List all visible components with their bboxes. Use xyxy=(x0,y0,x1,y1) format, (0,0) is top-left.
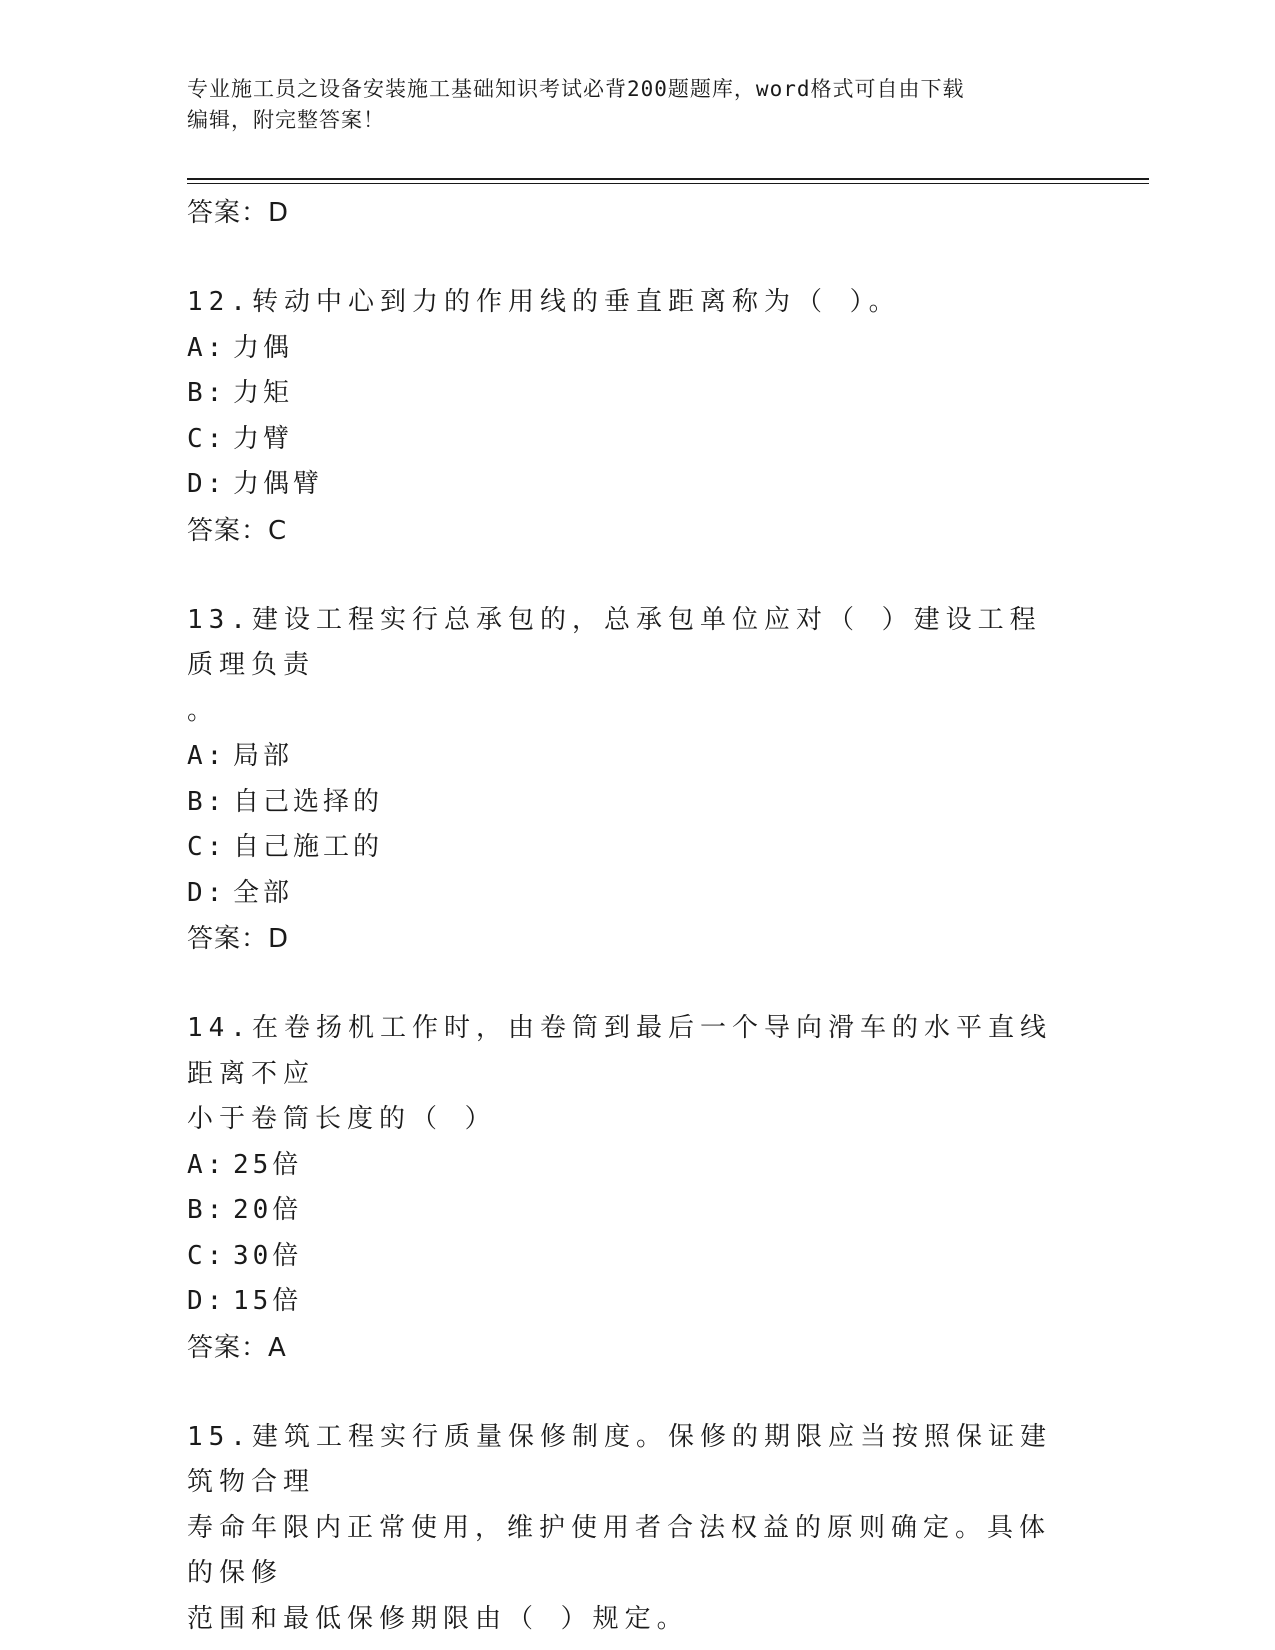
option-letter: C: xyxy=(187,1240,227,1271)
option-letter: D: xyxy=(187,877,227,908)
option-c xyxy=(187,417,1087,463)
question-line: 寿命年限内正常使用，维护使用者合法权益的原则确定。具体的保修 xyxy=(187,1512,1052,1588)
option-text: 局部 xyxy=(233,741,294,771)
option-text: 自己选择的 xyxy=(233,786,384,817)
question-block xyxy=(187,1415,1087,1643)
question-line: 13.建设工程实行总承包的，总承包单位应对（ ）建设工程质理负责 xyxy=(187,604,1042,680)
option-a xyxy=(187,1143,1087,1189)
option-a xyxy=(187,734,1087,780)
option-text: 自己施工的 xyxy=(233,832,384,862)
option-letter: A: xyxy=(187,741,227,771)
question-text xyxy=(187,1415,1067,1643)
option-d xyxy=(187,1279,1087,1325)
question-block xyxy=(187,598,1087,963)
option-text: 30倍 xyxy=(233,1240,303,1271)
question-block xyxy=(187,280,1087,554)
document-body xyxy=(187,190,1087,1642)
option-b xyxy=(187,371,1087,417)
option-text: 20倍 xyxy=(233,1195,303,1225)
option-c xyxy=(187,1234,1087,1280)
option-b xyxy=(187,1188,1087,1234)
option-text: 25倍 xyxy=(233,1149,303,1180)
question-line: 12.转动中心到力的作用线的垂直距离称为（ ）。 xyxy=(187,287,901,317)
option-text: 全部 xyxy=(233,877,294,908)
option-letter: A: xyxy=(187,332,227,363)
option-text: 力偶 xyxy=(233,332,294,363)
question-line: 14.在卷扬机工作时，由卷筒到最后一个导向滑车的水平直线距离不应 xyxy=(187,1013,1052,1089)
option-letter: B: xyxy=(187,1195,227,1225)
option-c xyxy=(187,825,1087,871)
option-d xyxy=(187,871,1087,917)
option-text: 力偶臂 xyxy=(233,469,324,499)
option-letter: C: xyxy=(187,832,227,862)
question-block xyxy=(187,1006,1087,1371)
answer-line: 答案：D xyxy=(187,924,290,954)
header-line-1: 专业施工员之设备安装施工基础知识考试必背200题题库，word格式可自由下载 xyxy=(187,77,965,101)
header-divider-thin xyxy=(187,183,1149,184)
option-letter: D: xyxy=(187,469,227,499)
question-line: 。 xyxy=(187,695,220,726)
option-letter: B: xyxy=(187,786,227,817)
option-b xyxy=(187,780,1087,826)
option-text: 力臂 xyxy=(233,423,294,454)
document-header xyxy=(187,74,1067,136)
question-text xyxy=(187,598,1067,735)
header-divider-thick xyxy=(187,178,1149,180)
option-letter: C: xyxy=(187,423,227,454)
question-line: 小于卷筒长度的（ ） xyxy=(187,1104,497,1134)
option-letter: D: xyxy=(187,1286,227,1316)
option-d xyxy=(187,462,1087,508)
answer-line: 答案：D xyxy=(187,198,290,228)
option-letter: A: xyxy=(187,1149,227,1180)
option-text: 15倍 xyxy=(233,1286,303,1316)
answer-line: 答案：C xyxy=(187,515,288,546)
option-a xyxy=(187,326,1087,372)
question-text xyxy=(187,1006,1067,1143)
question-line: 范围和最低保修期限由（ ）规定。 xyxy=(187,1603,689,1634)
question-text xyxy=(187,280,1067,326)
answer-line: 答案：A xyxy=(187,1332,287,1363)
header-line-2: 编辑，附完整答案！ xyxy=(187,108,385,132)
option-text: 力矩 xyxy=(233,378,294,408)
question-line: 15.建筑工程实行质量保修制度。保修的期限应当按照保证建筑物合理 xyxy=(187,1421,1052,1497)
option-letter: B: xyxy=(187,378,227,408)
